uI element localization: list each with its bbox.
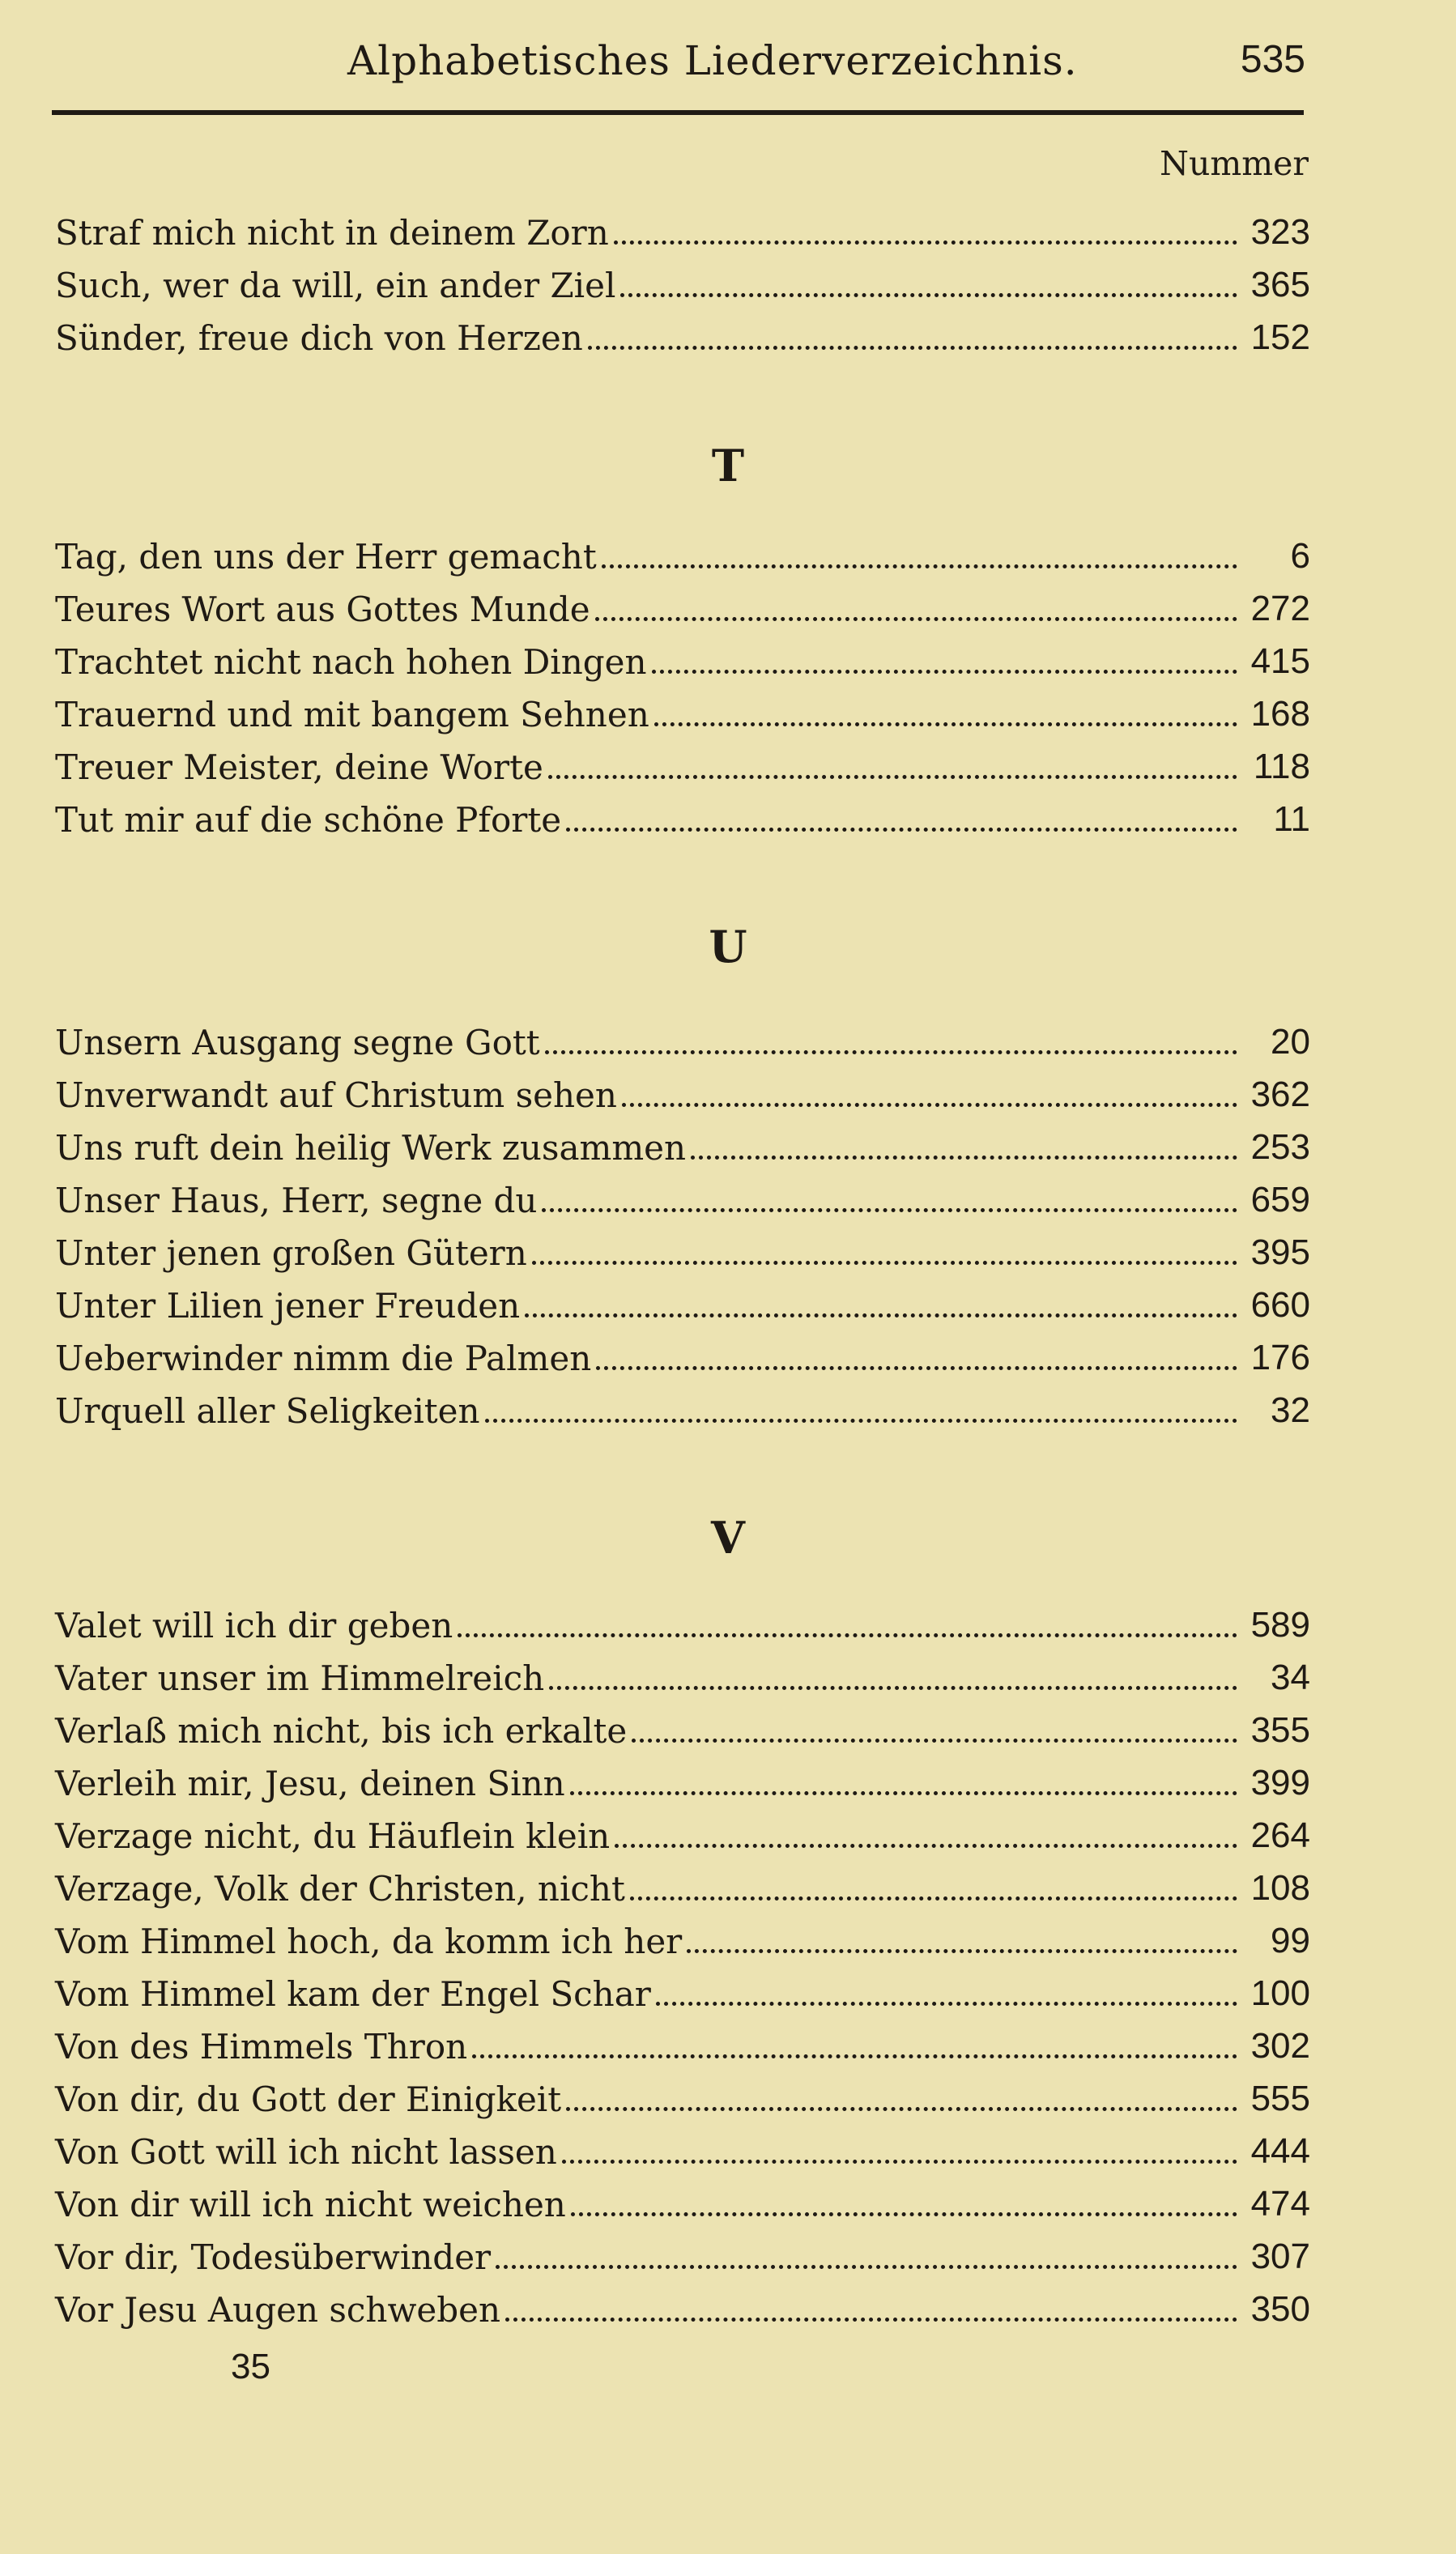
list-item — [55, 1060, 1310, 1113]
list-item — [55, 2275, 1310, 2330]
section-letter-v: V — [711, 1512, 745, 1564]
dot-leader — [485, 1419, 1237, 1423]
hymn-title: Tag, den uns der Herr gemacht — [55, 537, 597, 577]
hymn-title: Vom Himmel hoch, da komm ich her — [55, 1922, 683, 1961]
dot-leader — [545, 1050, 1237, 1054]
dot-leader — [562, 2160, 1237, 2164]
dot-leader — [496, 2265, 1237, 2269]
hymn-number: 399 — [1250, 1763, 1310, 1803]
hymn-title: Unter Lilien jener Freuden — [55, 1286, 521, 1326]
section-v-entries — [55, 1590, 1310, 2330]
dot-leader — [548, 775, 1237, 779]
hymn-title: Sünder, freue dich von Herzen — [55, 318, 583, 358]
hymn-number: 11 — [1273, 799, 1310, 839]
dot-leader — [654, 722, 1237, 726]
hymn-title: Unter jenen großen Gütern — [55, 1233, 527, 1273]
hymn-number: 474 — [1250, 2184, 1310, 2224]
hymn-number: 365 — [1250, 265, 1310, 304]
dot-leader — [630, 1896, 1237, 1901]
list-item — [55, 2117, 1310, 2172]
list-item — [55, 1906, 1310, 1959]
hymn-number: 152 — [1250, 317, 1310, 357]
list-item — [55, 1748, 1310, 1801]
hymn-title: Unser Haus, Herr, segne du — [55, 1181, 538, 1220]
hymn-number: 118 — [1253, 747, 1310, 786]
dot-leader — [632, 1739, 1237, 1743]
hymn-number: 176 — [1250, 1338, 1310, 1377]
section-s-entries — [55, 198, 1310, 358]
hymn-title: Verleih mir, Jesu, deinen Sinn — [55, 1764, 565, 1803]
list-item — [55, 785, 1310, 840]
hymn-title: Verzage nicht, du Häuflein klein — [55, 1816, 611, 1856]
hymn-title: Vor dir, Todesüberwinder — [55, 2237, 492, 2277]
list-item — [55, 2222, 1310, 2275]
dot-leader — [622, 1103, 1237, 1107]
hymn-number: 660 — [1250, 1285, 1310, 1325]
hymn-title: Such, wer da will, ein ander Ziel — [55, 266, 616, 305]
dot-leader — [614, 241, 1237, 245]
hymn-number: 20 — [1271, 1022, 1310, 1062]
hymn-number: 350 — [1250, 2289, 1310, 2329]
hymn-number: 272 — [1250, 589, 1310, 628]
dot-leader — [566, 828, 1237, 832]
page-number: 535 — [1240, 38, 1305, 81]
list-item — [55, 1323, 1310, 1376]
list-item — [55, 1696, 1310, 1751]
list-item — [55, 1376, 1310, 1431]
hymn-number: 415 — [1250, 641, 1310, 681]
list-item — [55, 1007, 1310, 1060]
dot-leader — [620, 293, 1237, 297]
list-item — [55, 1590, 1310, 1643]
section-u-entries — [55, 1007, 1310, 1431]
hymn-title: Valet will ich dir geben — [55, 1606, 453, 1645]
hymn-title: Straf mich nicht in deinem Zorn — [55, 213, 609, 253]
dot-leader — [458, 1633, 1237, 1637]
hymn-title: Trachtet nicht nach hohen Dingen — [55, 642, 647, 682]
list-item — [55, 1959, 1310, 2014]
running-title: Alphabetisches Liederverzeichnis. — [347, 37, 1078, 84]
dot-leader — [571, 2212, 1237, 2216]
list-item — [55, 2011, 1310, 2067]
hymn-number: 100 — [1250, 1973, 1310, 2013]
hymn-title: Von dir will ich nicht weichen — [55, 2185, 566, 2224]
hymn-title: Verlaß mich nicht, bis ich erkalte — [55, 1711, 628, 1751]
hymn-title: Verzage, Volk der Christen, nicht — [55, 1869, 625, 1909]
hymn-number: 302 — [1250, 2026, 1310, 2066]
dot-leader — [532, 1261, 1237, 1265]
hymn-number: 264 — [1250, 1815, 1310, 1855]
list-item — [55, 303, 1310, 358]
hymn-number: 99 — [1271, 1921, 1310, 1960]
hymn-number: 32 — [1271, 1390, 1310, 1430]
dot-leader — [652, 670, 1237, 674]
list-item — [55, 1801, 1310, 1854]
hymn-number: 589 — [1250, 1605, 1310, 1645]
list-item — [55, 1165, 1310, 1218]
list-item — [55, 627, 1310, 682]
list-item — [55, 2064, 1310, 2117]
hymn-number: 555 — [1250, 2079, 1310, 2118]
hymn-title: Vater unser im Himmelreich — [55, 1658, 545, 1698]
hymn-title: Vor Jesu Augen schweben — [55, 2290, 501, 2330]
hymn-title: Von dir, du Gott der Einigkeit — [55, 2079, 562, 2119]
hymn-number: 355 — [1250, 1710, 1310, 1750]
hymn-title: Ueberwinder nimm die Palmen — [55, 1339, 592, 1378]
list-item — [55, 198, 1310, 253]
list-item — [55, 521, 1310, 577]
list-item — [55, 250, 1310, 303]
dot-leader — [505, 2318, 1237, 2322]
header-rule — [52, 110, 1304, 115]
dot-leader — [566, 2107, 1237, 2111]
page-header — [52, 34, 1305, 91]
dot-leader — [687, 1949, 1237, 1953]
hymn-title: Teures Wort aus Gottes Munde — [55, 590, 590, 629]
list-item — [55, 2169, 1310, 2222]
list-item — [55, 679, 1310, 732]
hymn-number: 253 — [1250, 1127, 1310, 1167]
dot-leader — [525, 1313, 1237, 1317]
list-item — [55, 1113, 1310, 1168]
dot-leader — [596, 1366, 1237, 1370]
hymn-number: 444 — [1250, 2131, 1310, 2171]
dot-leader — [549, 1686, 1237, 1690]
dot-leader — [542, 1208, 1237, 1212]
printer-signature-mark: 35 — [231, 2347, 270, 2386]
hymn-title: Unverwandt auf Christum sehen — [55, 1075, 617, 1115]
dot-leader — [570, 1791, 1237, 1795]
dot-leader — [472, 2054, 1237, 2058]
section-letter-u: U — [709, 921, 747, 973]
hymn-title: Vom Himmel kam der Engel Schar — [55, 1974, 651, 2014]
hymn-number: 168 — [1250, 694, 1310, 734]
list-item — [55, 1854, 1310, 1909]
hymn-title: Treuer Meister, deine Worte — [55, 747, 543, 787]
list-item — [55, 574, 1310, 627]
section-t-entries — [55, 521, 1310, 840]
list-item — [55, 732, 1310, 785]
hymn-title: Urquell aller Seligkeiten — [55, 1391, 480, 1431]
hymn-title: Trauernd und mit bangem Sehnen — [55, 695, 649, 734]
dot-leader — [602, 564, 1237, 568]
hymn-title: Von des Himmels Thron — [55, 2027, 468, 2067]
dot-leader — [595, 617, 1237, 621]
hymn-number: 34 — [1271, 1658, 1310, 1697]
hymn-title: Tut mir auf die schöne Pforte — [55, 800, 562, 840]
hymn-number: 307 — [1250, 2237, 1310, 2276]
hymn-title: Uns ruft dein heilig Werk zusammen — [55, 1128, 687, 1168]
hymn-title: Unsern Ausgang segne Gott — [55, 1023, 540, 1062]
hymn-number: 362 — [1250, 1075, 1310, 1114]
dot-leader — [656, 2002, 1237, 2006]
dot-leader — [615, 1844, 1237, 1848]
dot-leader — [588, 346, 1237, 350]
list-item — [55, 1643, 1310, 1696]
hymn-number: 395 — [1250, 1232, 1310, 1272]
hymn-number: 323 — [1250, 212, 1310, 252]
dot-leader — [691, 1156, 1237, 1160]
hymn-number: 6 — [1290, 536, 1310, 576]
hymn-title: Von Gott will ich nicht lassen — [55, 2132, 557, 2172]
section-letter-t: T — [711, 440, 745, 492]
number-column-heading: Nummer — [1160, 144, 1309, 183]
list-item — [55, 1218, 1310, 1271]
hymn-number: 108 — [1250, 1868, 1310, 1908]
hymn-number: 659 — [1250, 1180, 1310, 1220]
list-item — [55, 1271, 1310, 1326]
